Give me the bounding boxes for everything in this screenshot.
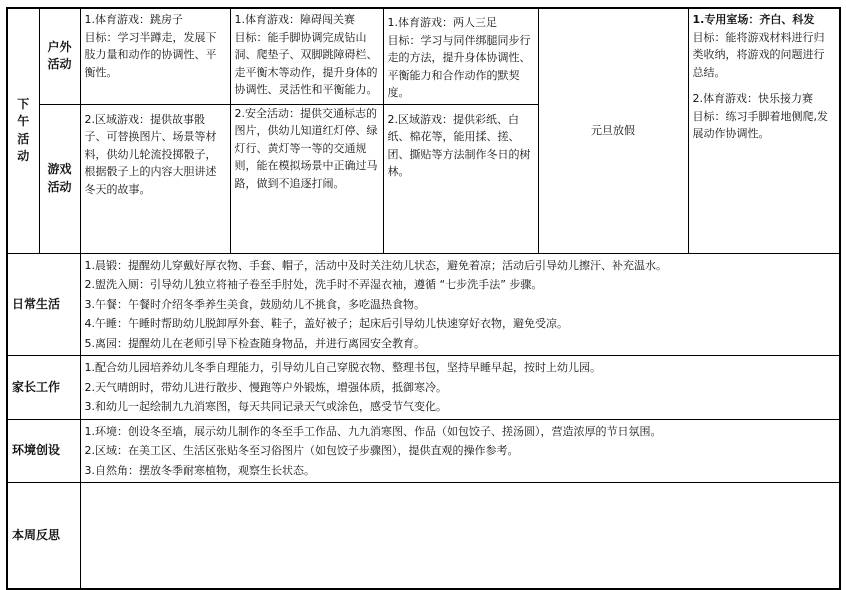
environment-item-3: 3.自然角：摆放冬季耐寒植物，观察生长状态。 [84,463,315,477]
daily-item-1: 1.晨锻：提醒幼儿穿戴好厚衣物、手套、帽子，活动中及时关注幼儿状态，避免着凉；活动后引导幼儿擦汗、补充温水。 [84,258,667,272]
game-cell-mon [80,104,230,253]
parents-item-1: 1.配合幼儿园培养幼儿冬季自理能力，引导幼儿自己穿脱衣物、整理书包，坚持早睡早起，按时上幼儿园。 [84,361,601,374]
game-label-text: 游戏活动 [47,162,72,194]
parents-cell [80,356,840,420]
reflection-label [7,483,80,589]
daily-item-3: 3.午餐：午餐时介绍冬季养生美食，鼓励幼儿不挑食，多吃温热食物。 [84,297,425,311]
environment-item-1: 1.环境：创设冬至墙，展示幼儿制作的冬至手工作品、九九消寒图、作品（如包饺子、搓汤圆），营造浓厚的节日氛围。 [84,424,662,438]
reflection-cell[interactable] [80,483,840,589]
afternoon-label-text: 下午活动 [17,96,30,164]
environment-cell [80,419,840,483]
outdoor-tue-title: 1.体育游戏：障碍闯关赛 [234,13,355,26]
environment-item-2: 2.区域：在美工区、生活区张贴冬至习俗图片（如包饺子步骤图），提供直观的操作参考。 [84,444,519,457]
holiday-text: 元旦放假 [591,124,635,137]
outdoor-label-text: 户外活动 [47,39,72,72]
row-outdoor [7,8,840,104]
holiday-cell [538,8,688,253]
row-reflection [7,483,840,589]
outdoor-mon-title: 1.体育游戏：跳房子 [84,13,183,26]
outdoor-mon-goal: 目标：学习半蹲走，发展下肢力量和动作的协调性、平衡性。 [84,30,217,79]
parents-label [7,356,80,420]
outdoor-wed-goal: 目标：学习与同伴绑腿同步行走的方法，提升身体协调性、平衡能力和合作动作的默契度。 [387,33,531,99]
game-cell-tue [230,104,383,253]
row-daily [7,253,840,356]
friday-title: 1.专用室场：齐白、科发 [692,13,815,26]
weekly-plan-table [6,7,841,590]
daily-item-5: 5.离园：提醒幼儿在老师引导下检查随身物品，并进行离园安全教育。 [84,336,425,350]
daily-label [7,253,80,356]
outdoor-cell-mon [80,8,230,104]
afternoon-label [7,8,39,253]
reflection-label-text: 本周反思 [12,527,61,542]
game-tue-text: 2.安全活动：提供交通标志的图片，供幼儿知道红灯停、绿灯行、黄灯等一等的交通规则，能在模拟场景中正确过马路，做到不追逐打闹。 [234,106,378,190]
daily-item-4: 4.午睡：午睡时帮助幼儿脱卸厚外套、鞋子，盖好被子；起床后引导幼儿快速穿好衣物，避免受凉。 [84,317,568,330]
daily-item-2: 2.盥洗入厕：引导幼儿独立将袖子卷至手肘处，洗手时不弄湿衣袖，遵循 “七步洗手法” 步骤。 [84,278,543,291]
row-environment [7,419,840,483]
friday-item2: 2.体育游戏：快乐接力赛 [692,92,813,105]
parents-item-2: 2.天气晴朗时，带幼儿进行散步、慢跑等户外锻炼，增强体质，抵御寒冷。 [84,380,447,394]
friday-goal2: 目标：练习手脚着地侧爬,发展动作协调性。 [692,109,828,140]
game-mon-text: 2.区域游戏：提供故事骰子、可替换图片、场景等材料，供幼儿轮流投掷骰子，根据骰子上的内容大胆讲述冬天的故事。 [84,112,217,196]
outdoor-wed-title: 1.体育游戏：两人三足 [387,16,497,29]
game-cell-wed [383,104,538,253]
environment-label [7,419,80,483]
friday-cell [688,8,840,253]
parents-item-3: 3.和幼儿一起绘制九九消寒图，每天共同记录天气或涂色，感受节气变化。 [84,400,447,413]
friday-gap [693,81,836,90]
row-parents [7,356,840,420]
environment-label-text: 环境创设 [12,443,61,457]
daily-label-text: 日常生活 [12,296,61,311]
game-label [39,104,80,253]
outdoor-cell-tue [230,8,383,104]
outdoor-label [39,8,80,104]
daily-cell [80,253,840,356]
outdoor-cell-wed [383,8,538,104]
game-wed-text: 2.区域游戏：提供彩纸、白纸、棉花等，能用揉、搓、团、撕贴等方法制作冬日的树林。 [387,112,531,178]
friday-goal1: 目标：能将游戏材料进行归类收纳，将游戏的问题进行总结。 [692,30,825,79]
outdoor-tue-goal: 目标：能手脚协调完成钻山洞、爬垫子、双脚跳障碍栏、走平衡木等动作，提升身体的协调性、灵活性和平衡能力。 [234,30,378,96]
parents-label-text: 家长工作 [12,379,61,394]
